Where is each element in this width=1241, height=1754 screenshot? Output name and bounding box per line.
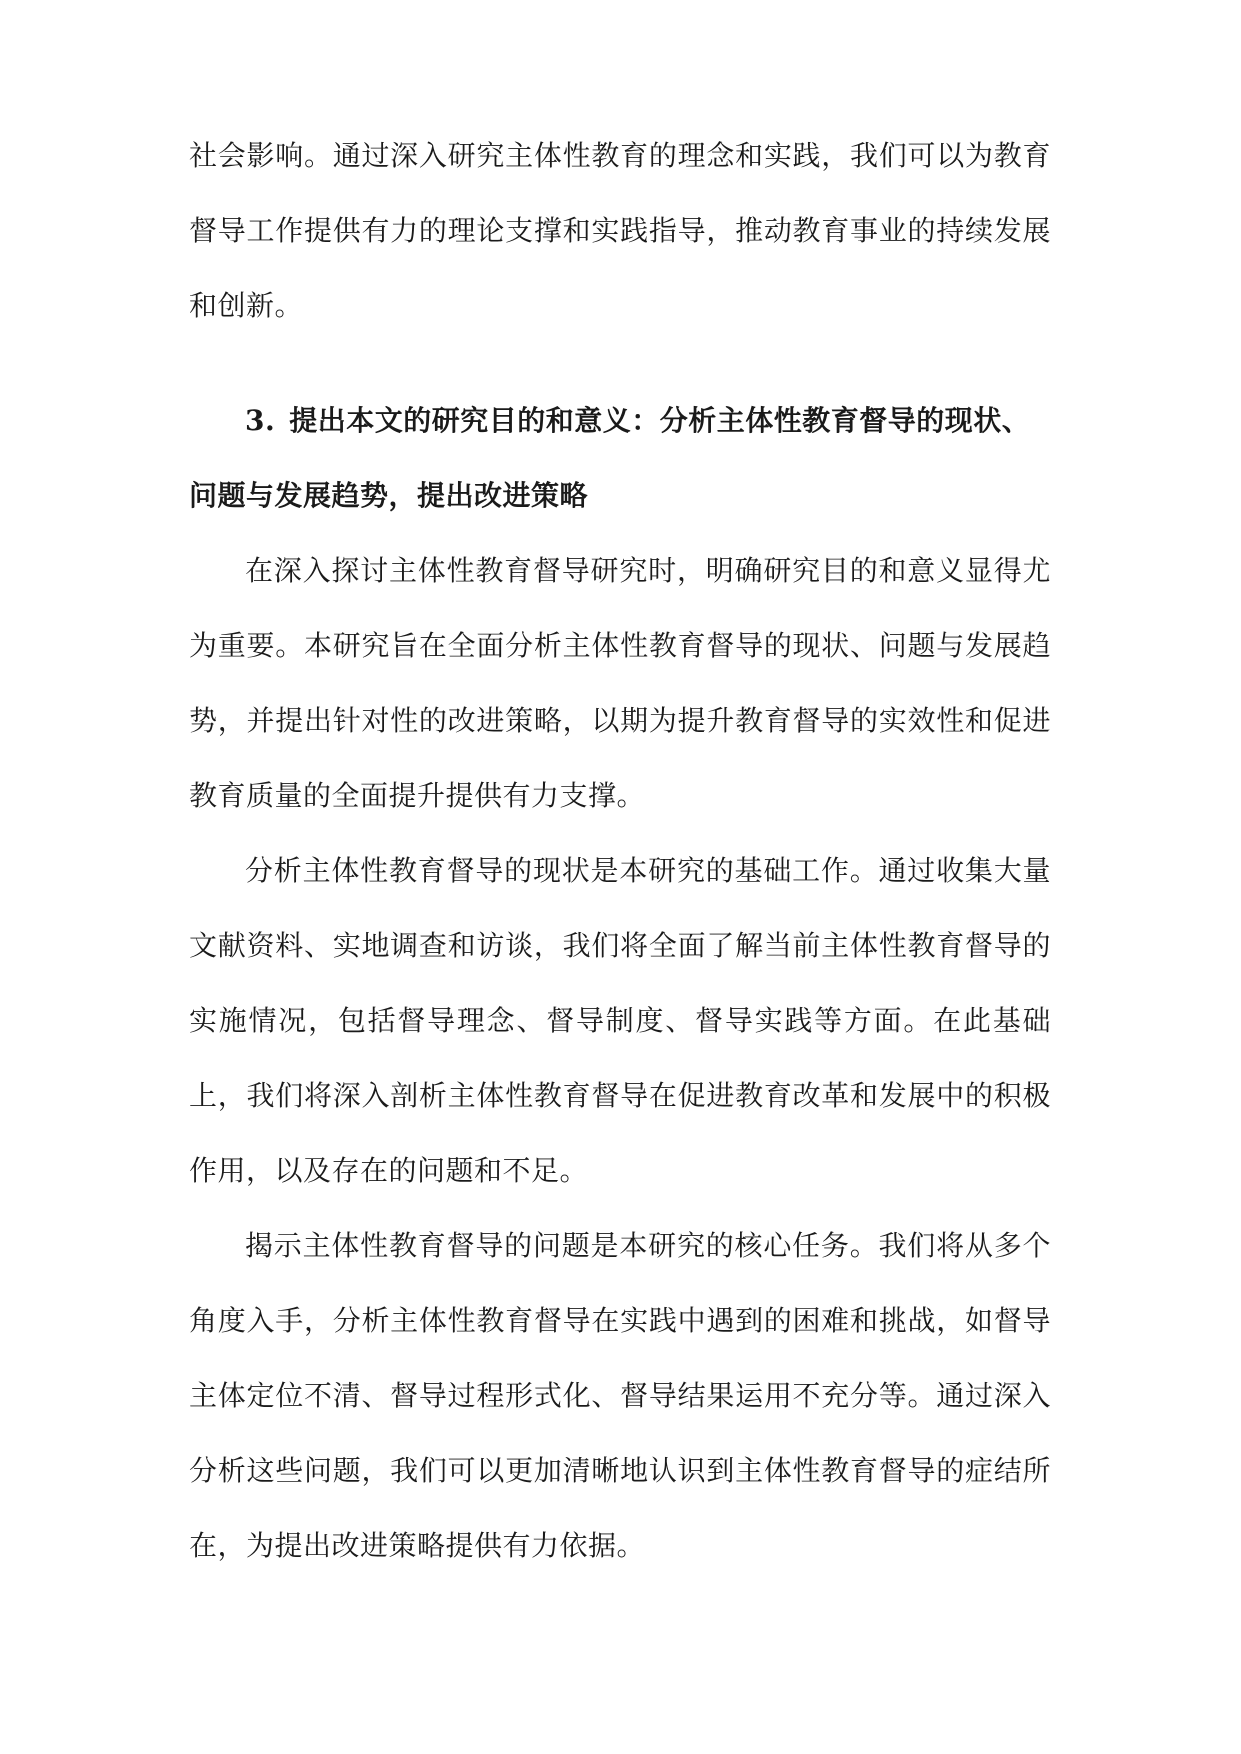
continuation-paragraph: 社会影响。通过深入研究主体性教育的理念和实践，我们可以为教育督导工作提供有力的理论支撑和实践指导，推动教育事业的持续发展和创新。 xyxy=(189,139,1051,322)
section-heading-text: 提出本文的研究目的和意义：分析主体性教育督导的现状、问题与发展趋势，提出改进策略 xyxy=(189,404,1031,512)
body-paragraph-2: 分析主体性教育督导的现状是本研究的基础工作。通过收集大量文献资料、实地调查和访谈，我们将全面了解当前主体性教育督导的实施情况，包括督导理念、督导制度、督导实践等方面。在此基础上，我们将深入剖析主体性教育督导在促进教育改革和发展中的积极作用，以及存在的问题和不足。 xyxy=(189,854,1051,1187)
body-paragraph-3: 揭示主体性教育督导的问题是本研究的核心任务。我们将从多个角度入手，分析主体性教育督导在实践中遇到的困难和挑战，如督导主体定位不清、督导过程形式化、督导结果运用不充分等。通过深入分析这些问题，我们可以更加清晰地认识到主体性教育督导的症结所在，为提出改进策略提供有力依据。 xyxy=(189,1229,1051,1562)
section-number: 3. xyxy=(245,404,276,437)
section-heading xyxy=(189,383,1051,533)
document-page xyxy=(189,118,1051,1583)
body-paragraph-1: 在深入探讨主体性教育督导研究时，明确研究目的和意义显得尤为重要。本研究旨在全面分析主体性教育督导的现状、问题与发展趋势，并提出针对性的改进策略，以期为提升教育督导的实效性和促进教育质量的全面提升提供有力支撑。 xyxy=(189,554,1051,812)
